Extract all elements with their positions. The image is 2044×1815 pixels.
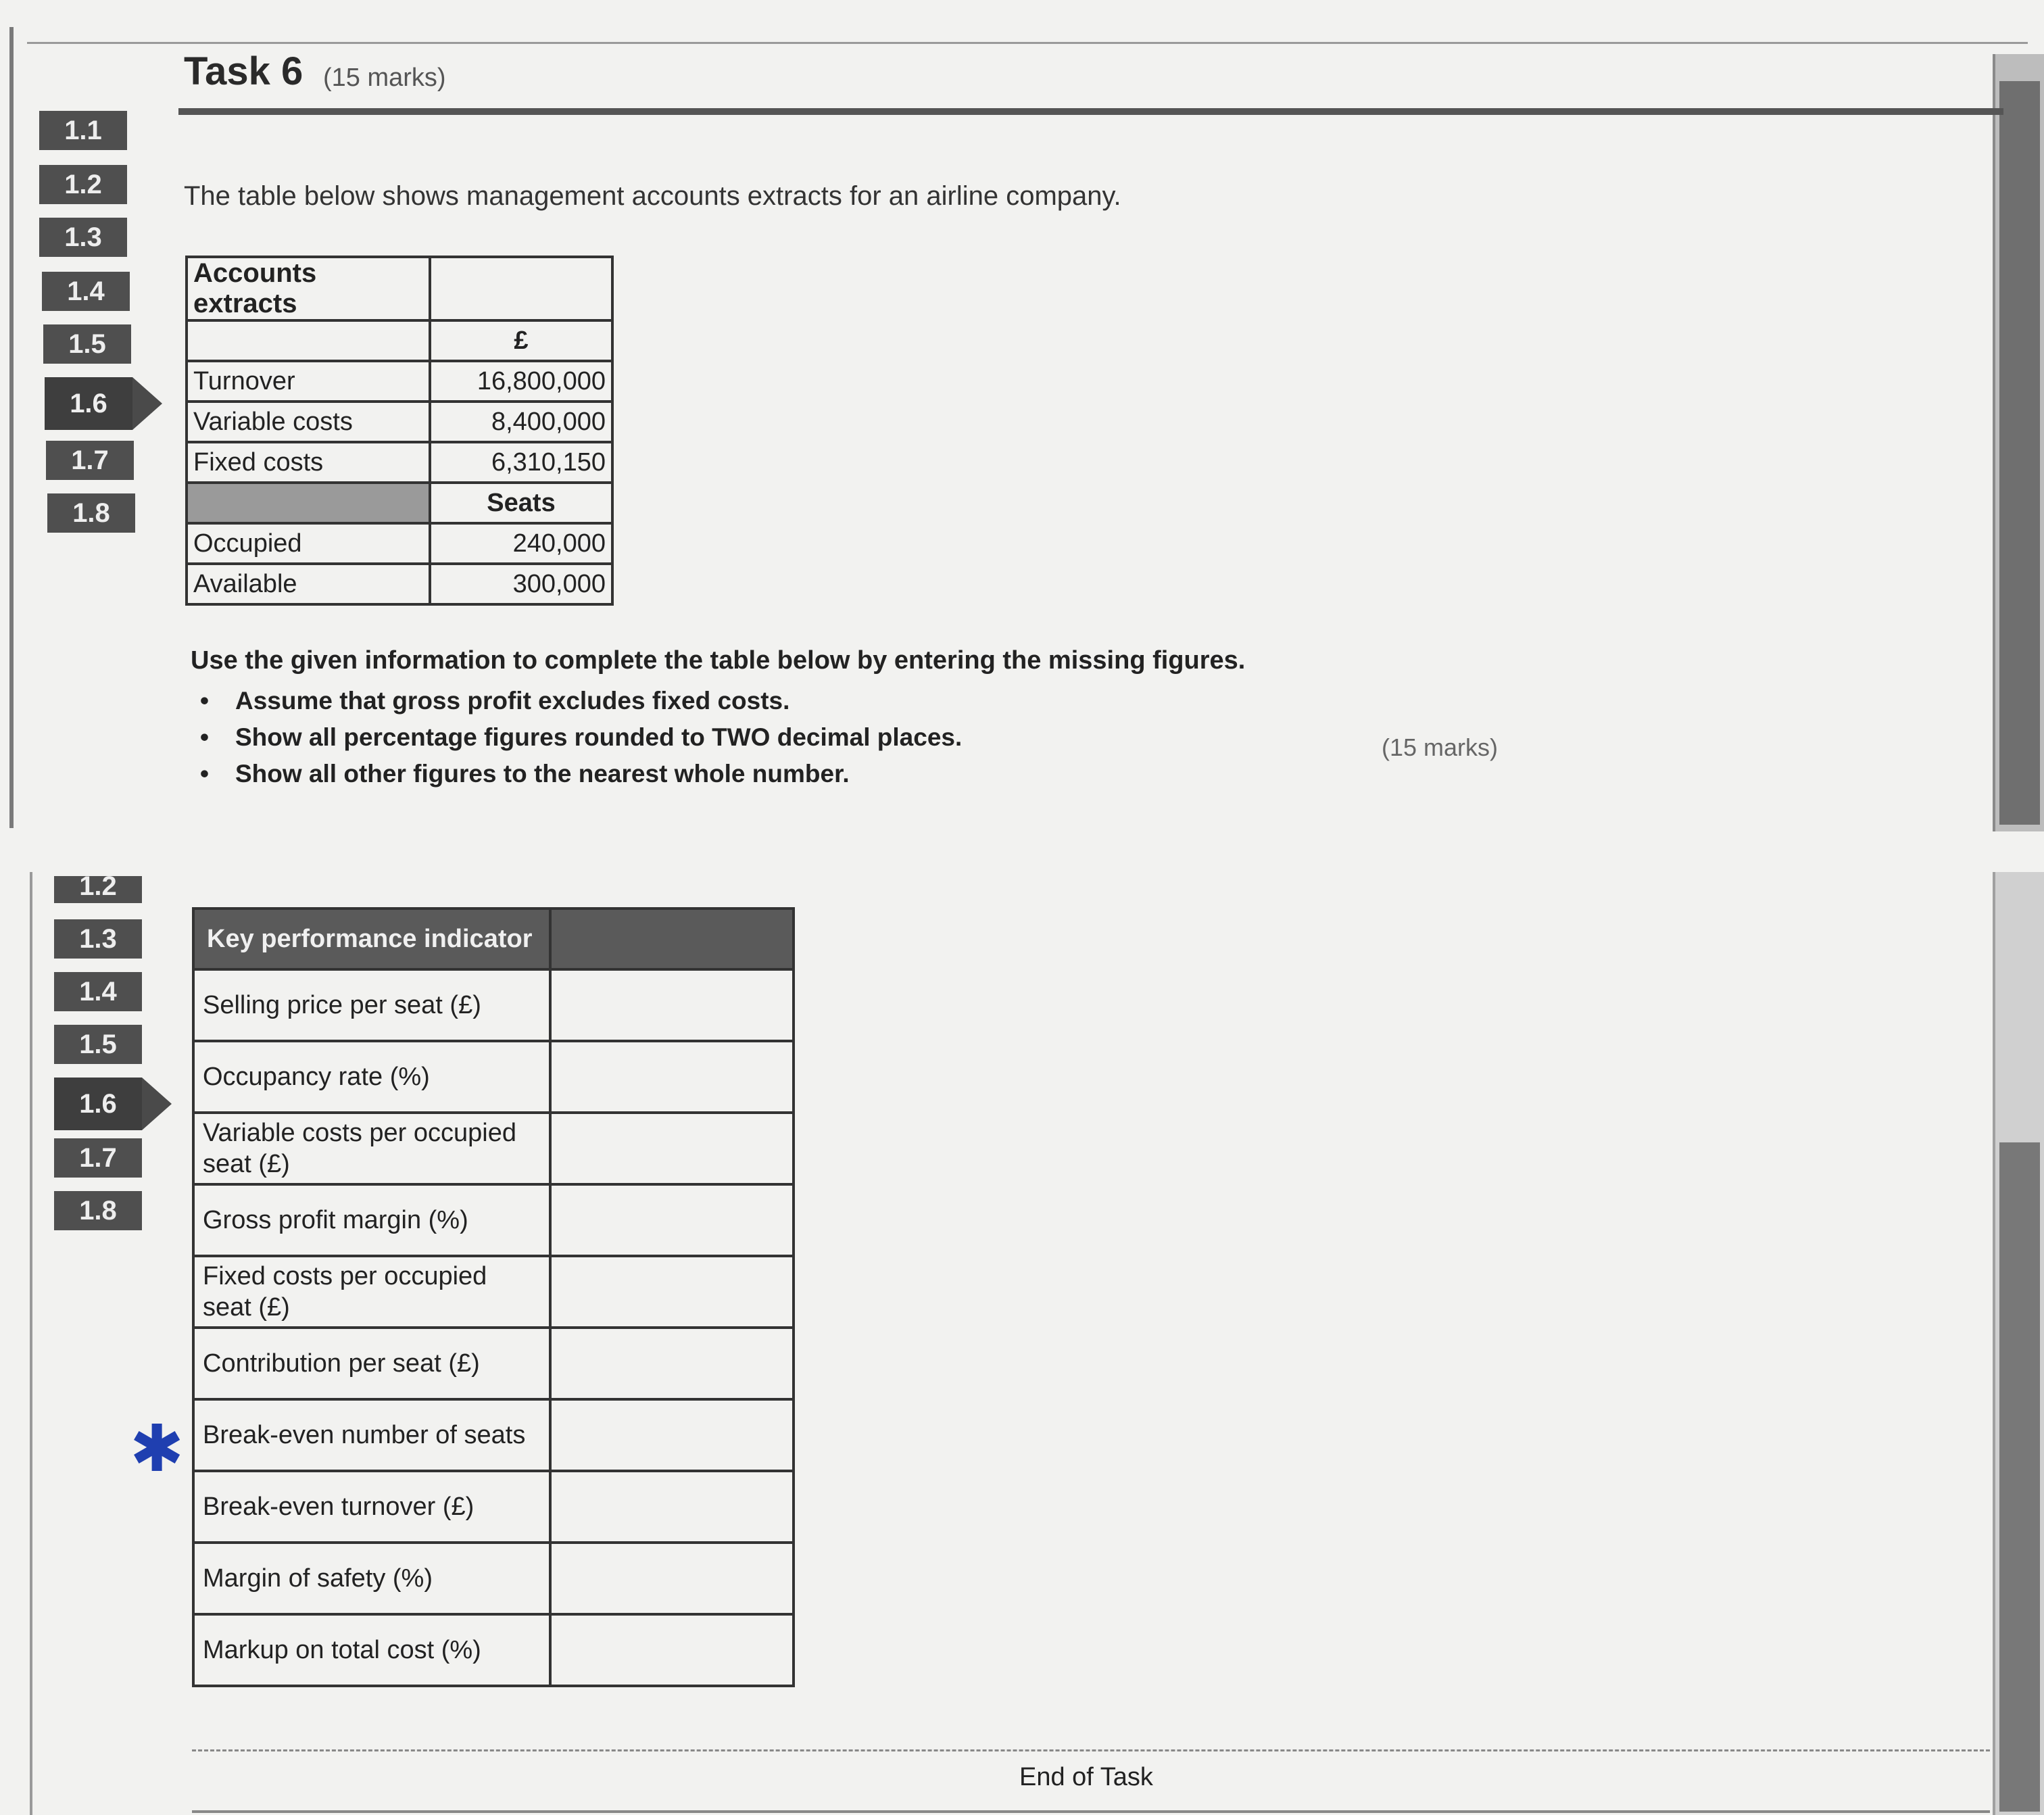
kpi-label: Margin of safety (%) <box>193 1543 550 1614</box>
kpi-label: Occupancy rate (%) <box>193 1041 550 1113</box>
instruction-text: Use the given information to complete the table below by entering the missing figures. <box>191 646 1246 675</box>
nav-button-1-7[interactable]: 1.7 <box>46 441 134 480</box>
row-value: 300,000 <box>430 564 612 604</box>
nav-button-1-1[interactable]: 1.1 <box>39 111 127 150</box>
footer-rule <box>192 1749 1990 1751</box>
accounts-header-blank <box>430 257 612 320</box>
kpi-label: Gross profit margin (%) <box>193 1184 550 1256</box>
shaded-cell <box>187 483 430 523</box>
accounts-table <box>185 256 614 606</box>
kpi-label: Break-even number of seats <box>193 1399 550 1471</box>
kpi-answer-field[interactable] <box>550 1471 794 1543</box>
nav-button-1-4[interactable]: 1.4 <box>54 972 142 1011</box>
kpi-answer-field[interactable] <box>550 1041 794 1113</box>
scrollbar-lower[interactable] <box>1993 872 2044 1815</box>
scrollbar-upper[interactable] <box>1993 54 2044 831</box>
row-label: Occupied <box>187 523 430 564</box>
nav-button-1-8[interactable]: 1.8 <box>47 493 135 533</box>
kpi-answer-field[interactable] <box>550 1184 794 1256</box>
kpi-answer-field[interactable] <box>550 1328 794 1399</box>
nav-button-1-2[interactable]: 1.2 <box>54 876 142 903</box>
scrollbar-thumb[interactable] <box>1999 81 2040 825</box>
nav-button-1-7[interactable]: 1.7 <box>54 1138 142 1178</box>
end-of-task: End of Task <box>1019 1763 1153 1791</box>
intro-text: The table below shows management accounts extracts for an airline company. <box>184 181 1121 211</box>
nav-button-1-2[interactable]: 1.2 <box>39 165 127 204</box>
instruction-bullets <box>196 683 962 792</box>
page-top-rule <box>27 42 2028 44</box>
kpi-label: Selling price per seat (£) <box>193 969 550 1041</box>
kpi-label: Contribution per seat (£) <box>193 1328 550 1399</box>
kpi-header-blank <box>550 909 794 969</box>
bullet-item: • Show all other figures to the nearest whole number. <box>196 756 962 792</box>
row-label: Turnover <box>187 361 430 402</box>
row-value: 6,310,150 <box>430 442 612 483</box>
bullet-item: • Show all percentage figures rounded to TWO decimal places. <box>196 719 962 756</box>
nav-button-1-4[interactable]: 1.4 <box>42 272 130 311</box>
bottom-rule <box>192 1810 1990 1813</box>
kpi-table <box>192 907 795 1687</box>
nav-button-1-8[interactable]: 1.8 <box>54 1191 142 1230</box>
nav-button-1-3[interactable]: 1.3 <box>39 218 127 257</box>
blank-cell <box>187 320 430 361</box>
row-value: 240,000 <box>430 523 612 564</box>
nav-button-1-3[interactable]: 1.3 <box>54 919 142 959</box>
row-value: 8,400,000 <box>430 402 612 442</box>
kpi-label: Break-even turnover (£) <box>193 1471 550 1543</box>
task-title: Task 6 <box>184 49 303 93</box>
kpi-answer-field[interactable] <box>550 1399 794 1471</box>
row-label: Variable costs <box>187 402 430 442</box>
left-border <box>9 27 14 828</box>
title-rule <box>178 108 2003 115</box>
kpi-label: Variable costs per occupied seat (£) <box>193 1113 550 1184</box>
kpi-answer-field[interactable] <box>550 1256 794 1328</box>
kpi-answer-field[interactable] <box>550 1614 794 1686</box>
scrollbar-thumb[interactable] <box>1999 1142 2040 1812</box>
unit-money: £ <box>430 320 612 361</box>
kpi-answer-field[interactable] <box>550 1113 794 1184</box>
asterisk-icon: ✱ <box>130 1413 185 1485</box>
nav-button-1-5[interactable]: 1.5 <box>43 324 131 364</box>
task-marks: (15 marks) <box>323 64 446 92</box>
accounts-header: Accounts extracts <box>187 257 430 320</box>
nav-button-1-5[interactable]: 1.5 <box>54 1025 142 1064</box>
row-label: Available <box>187 564 430 604</box>
row-value: 16,800,000 <box>430 361 612 402</box>
bullet-item: • Assume that gross profit excludes fixed costs. <box>196 683 962 719</box>
left-border-lower <box>30 872 32 1815</box>
nav-button-1-6[interactable]: 1.6 <box>54 1078 142 1130</box>
side-marks: (15 marks) <box>1382 733 1499 761</box>
kpi-answer-field[interactable] <box>550 1543 794 1614</box>
kpi-header: Key performance indicator <box>193 909 550 969</box>
nav-button-1-6[interactable]: 1.6 <box>45 377 132 430</box>
kpi-answer-field[interactable] <box>550 969 794 1041</box>
unit-seats: Seats <box>430 483 612 523</box>
row-label: Fixed costs <box>187 442 430 483</box>
kpi-label: Fixed costs per occupied seat (£) <box>193 1256 550 1328</box>
kpi-label: Markup on total cost (%) <box>193 1614 550 1686</box>
